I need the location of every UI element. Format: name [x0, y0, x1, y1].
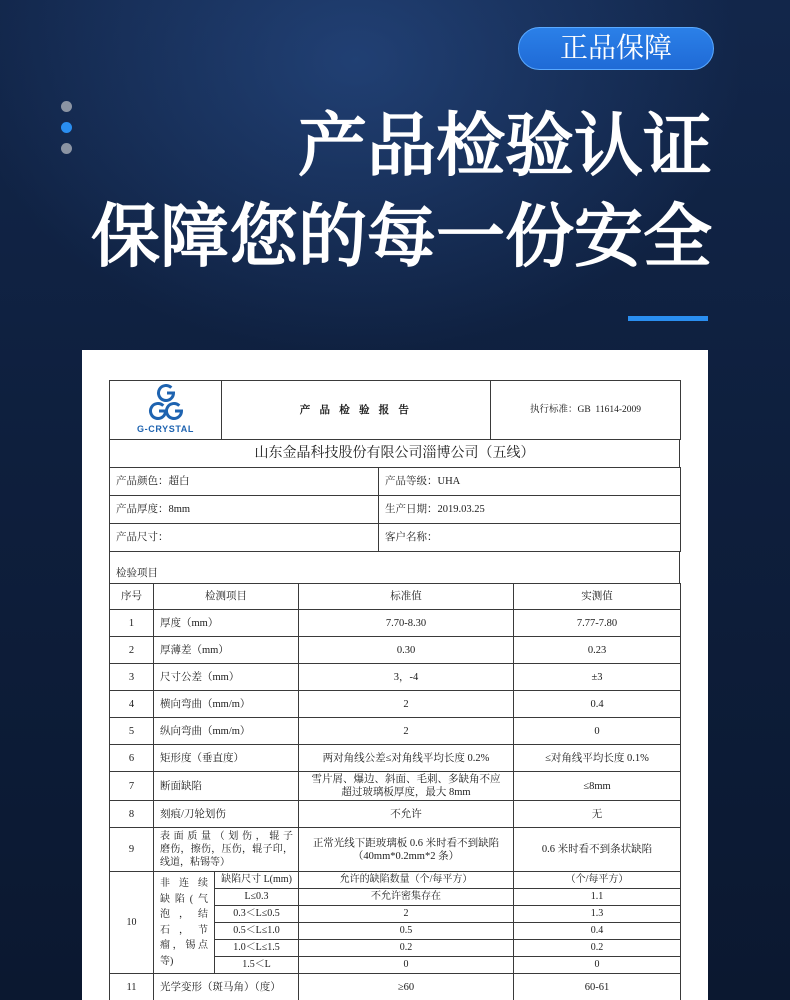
defect-allowed: 2 — [299, 906, 514, 923]
row-standard — [299, 772, 514, 801]
defect-size-header: 缺陷尺寸 L(mm) — [215, 872, 299, 889]
defect-allowed: 0 — [299, 957, 514, 974]
row-item: 断面缺陷 — [154, 772, 299, 801]
row-measured: 无 — [514, 801, 681, 828]
headline-primary: 产品检验认证 — [298, 107, 712, 184]
section-label-row — [110, 552, 680, 584]
inspection-report — [109, 380, 680, 1000]
defect-measured: 0 — [514, 957, 681, 974]
row-standard: 不允许 — [299, 801, 514, 828]
report-header-row — [110, 381, 681, 440]
column-header-no: 序号 — [110, 584, 154, 610]
row-standard: 7.70-8.30 — [299, 610, 514, 637]
g-crystal-logo-icon — [146, 384, 186, 422]
row-measured: 0.23 — [514, 637, 681, 664]
defect-measured: 1.3 — [514, 906, 681, 923]
row-standard-line: 雪片屑、爆边、斜面、毛刺、多缺角不应 — [311, 774, 501, 785]
row-standard: 0.30 — [299, 637, 514, 664]
row-measured: 7.77-7.80 — [514, 610, 681, 637]
row-item: 厚度（mm） — [154, 610, 299, 637]
row-standard: 2 — [299, 718, 514, 745]
company-logo-cell — [110, 381, 222, 440]
logo-wordmark: G-CRYSTAL — [137, 424, 194, 434]
table-row — [110, 637, 681, 664]
row-no: 6 — [110, 745, 154, 772]
production-date: 生产日期：2019.03.25 — [379, 496, 681, 524]
defect-allowed: 不允许密集存在 — [299, 889, 514, 906]
defect-size: L≤0.3 — [215, 889, 299, 906]
defect-size: 1.0＜L≤1.5 — [215, 940, 299, 957]
row-no: 9 — [110, 828, 154, 872]
defect-measured-header: （个/每平方） — [514, 872, 681, 889]
row-no: 7 — [110, 772, 154, 801]
product-grade: 产品等级：UHA — [379, 468, 681, 496]
row-no: 1 — [110, 610, 154, 637]
row-item-line: 等) — [160, 955, 174, 967]
table-row — [110, 974, 681, 1000]
table-row — [110, 801, 681, 828]
row-item: 尺寸公差（mm） — [154, 664, 299, 691]
report-header-table — [109, 380, 681, 440]
row-standard-line: （40mm*0.2mm*2 条） — [352, 850, 460, 862]
column-header-item: 检测项目 — [154, 584, 299, 610]
product-color: 产品颜色：超白 — [110, 468, 379, 496]
row-item-line: 泡，结 — [160, 909, 208, 920]
section-label-table — [109, 551, 680, 584]
row-item: 纵向弯曲（mm/m） — [154, 718, 299, 745]
company-table — [109, 439, 680, 468]
row-measured: 0.4 — [514, 691, 681, 718]
row-standard: 3，-4 — [299, 664, 514, 691]
defect-measured: 0.2 — [514, 940, 681, 957]
row-item — [154, 872, 215, 974]
customer-name: 客户名称： — [379, 524, 681, 552]
info-row — [110, 496, 681, 524]
standard-label: 执行标准：GB 11614-2009 — [491, 381, 681, 440]
row-item-line: 石，节 — [160, 924, 208, 936]
row-item-line: 非连续 — [160, 878, 208, 889]
defect-size: 0.3＜L≤0.5 — [215, 906, 299, 923]
row-measured: 0 — [514, 718, 681, 745]
table-row — [110, 610, 681, 637]
row-item: 光学变形（斑马角）（度） — [154, 974, 299, 1000]
row-item: 厚薄差（mm） — [154, 637, 299, 664]
row-no: 10 — [110, 872, 154, 974]
defect-allowed: 0.5 — [299, 923, 514, 940]
report-title: 产 品 检 验 报 告 — [222, 381, 491, 440]
row-no: 11 — [110, 974, 154, 1000]
row-item: 矩形度（垂直度） — [154, 745, 299, 772]
row-standard: 2 — [299, 691, 514, 718]
row-standard-line: 超过玻璃板厚度，最大 8mm — [341, 787, 471, 798]
row-item — [154, 828, 299, 872]
row-no: 4 — [110, 691, 154, 718]
defect-measured: 1.1 — [514, 889, 681, 906]
info-row — [110, 468, 681, 496]
row-standard — [299, 828, 514, 872]
row-item-line: 磨伤，擦伤，压伤，辊子印， — [160, 844, 293, 855]
info-row — [110, 524, 681, 552]
row-measured: 0.6 米时看不到条状缺陷 — [514, 828, 681, 872]
product-thickness: 产品厚度：8mm — [110, 496, 379, 524]
row-measured: 60-61 — [514, 974, 681, 1000]
row-item-line: 线道，粘锡等） — [160, 857, 230, 868]
indicator-dot-icon — [61, 101, 72, 112]
row-item-line: 缺陷(气 — [160, 893, 208, 905]
defect-subtable-header-row — [110, 872, 681, 889]
product-info-table — [109, 467, 681, 552]
row-standard: ≥60 — [299, 974, 514, 1000]
row-measured: ±3 — [514, 664, 681, 691]
row-standard-line: 正常光线下距玻璃板 0.6 米时看不到缺陷 — [312, 837, 500, 849]
table-row — [110, 772, 681, 801]
table-row — [110, 828, 681, 872]
row-no: 2 — [110, 637, 154, 664]
table-row — [110, 691, 681, 718]
inspection-items-table — [109, 583, 681, 1000]
table-row — [110, 745, 681, 772]
row-item: 刻痕/刀轮划伤 — [154, 801, 299, 828]
column-header-standard: 标准值 — [299, 584, 514, 610]
defect-measured: 0.4 — [514, 923, 681, 940]
row-standard: 两对角线公差≤对角线平均长度 0.2% — [299, 745, 514, 772]
genuine-guarantee-badge: 正品保障 — [518, 27, 714, 70]
row-measured: ≤对角线平均长度 0.1% — [514, 745, 681, 772]
company-name: 山东金晶科技股份有限公司淄博公司（五线） — [110, 440, 680, 468]
accent-divider — [628, 316, 708, 321]
defect-allowed: 0.2 — [299, 940, 514, 957]
row-no: 5 — [110, 718, 154, 745]
section-label: 检验项目 — [110, 552, 680, 584]
table-header-row — [110, 584, 681, 610]
inspection-report-sheet — [82, 350, 708, 1000]
row-no: 8 — [110, 801, 154, 828]
column-header-measured: 实测值 — [514, 584, 681, 610]
indicator-dot-active-icon — [61, 122, 72, 133]
table-row — [110, 718, 681, 745]
table-row — [110, 664, 681, 691]
row-no: 3 — [110, 664, 154, 691]
product-size: 产品尺寸： — [110, 524, 379, 552]
headline-secondary: 保障您的每一份安全 — [91, 198, 712, 275]
defect-size: 0.5＜L≤1.0 — [215, 923, 299, 940]
defect-size: 1.5＜L — [215, 957, 299, 974]
company-row — [110, 440, 680, 468]
slide-indicator — [61, 101, 73, 164]
row-item-line: 表面质量（划伤，辊子 — [160, 831, 293, 842]
row-item: 横向弯曲（mm/m） — [154, 691, 299, 718]
defect-allowed-header: 允许的缺陷数量（个/每平方） — [299, 872, 514, 889]
row-measured: ≤8mm — [514, 772, 681, 801]
row-item-line: 瘤，锡点 — [160, 940, 208, 951]
indicator-dot-icon — [61, 143, 72, 154]
